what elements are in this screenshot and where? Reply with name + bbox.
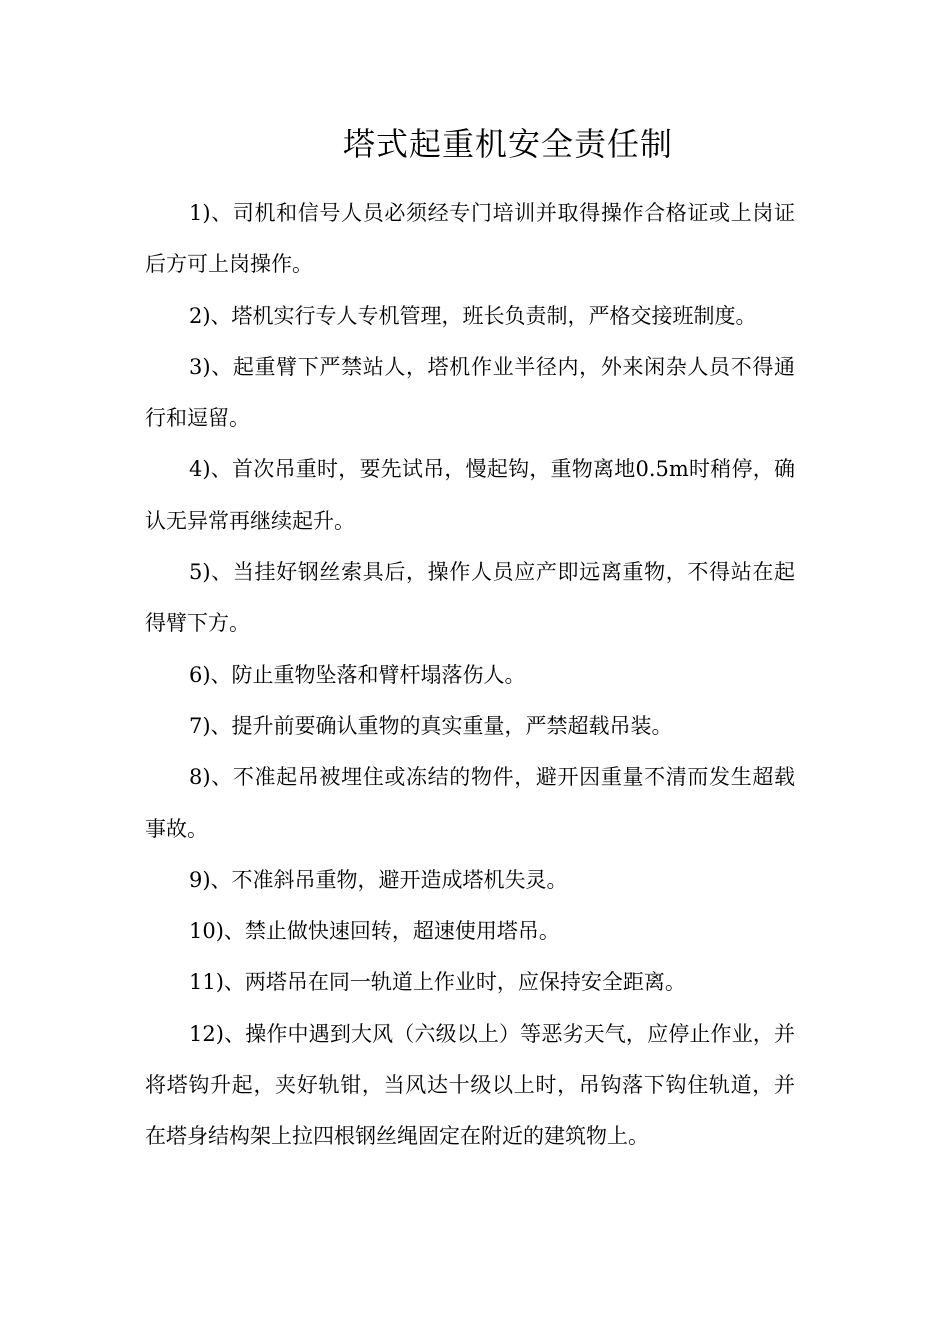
rule-item-12: 12)、操作中遇到大风（六级以上）等恶劣天气，应停止作业，并将塔钩升起，夹好轨钳，当风达十级以上时，吊钩落下钩住轨道，并在塔身结构架上拉四根钢丝绳固定在附近的建筑物上。 — [145, 1021, 795, 1149]
rule-item-4: 4)、首次吊重时，要先试吊，慢起钩，重物离地0.5m时稍停，确认无异常再继续起升。 — [145, 457, 795, 533]
rule-item-1: 1)、司机和信号人员必须经专门培训并取得操作合格证或上岗证后方可上岗操作。 — [145, 201, 795, 277]
rule-item-11: 11)、两塔吊在同一轨道上作业时，应保持安全距离。 — [189, 970, 686, 995]
rule-item-9: 9)、不准斜吊重物，避开造成塔机失灵。 — [189, 867, 568, 892]
rule-item-5: 5)、当挂好钢丝索具后，操作人员应产即远离重物，不得站在起得臂下方。 — [145, 560, 795, 636]
document-body — [145, 188, 795, 1163]
rule-item-3: 3)、起重臂下严禁站人，塔机作业半径内，外来闲杂人员不得通行和逗留。 — [145, 354, 795, 431]
document-title: 塔式起重机安全责任制 — [342, 125, 673, 163]
rule-item-10: 10)、禁止做快速回转，超速使用塔吊。 — [189, 919, 560, 944]
rule-item-2: 2)、塔机实行专人专机管理，班长负责制，严格交接班制度。 — [189, 303, 757, 328]
rule-item-7: 7)、提升前要确认重物的真实重量，严禁超载吊装。 — [189, 713, 673, 738]
rule-item-6: 6)、防止重物坠落和臂杆塌落伤人。 — [189, 662, 526, 687]
rule-item-8: 8)、不准起吊被埋住或冻结的物件，避开因重量不清而发生超载事故。 — [145, 765, 795, 841]
